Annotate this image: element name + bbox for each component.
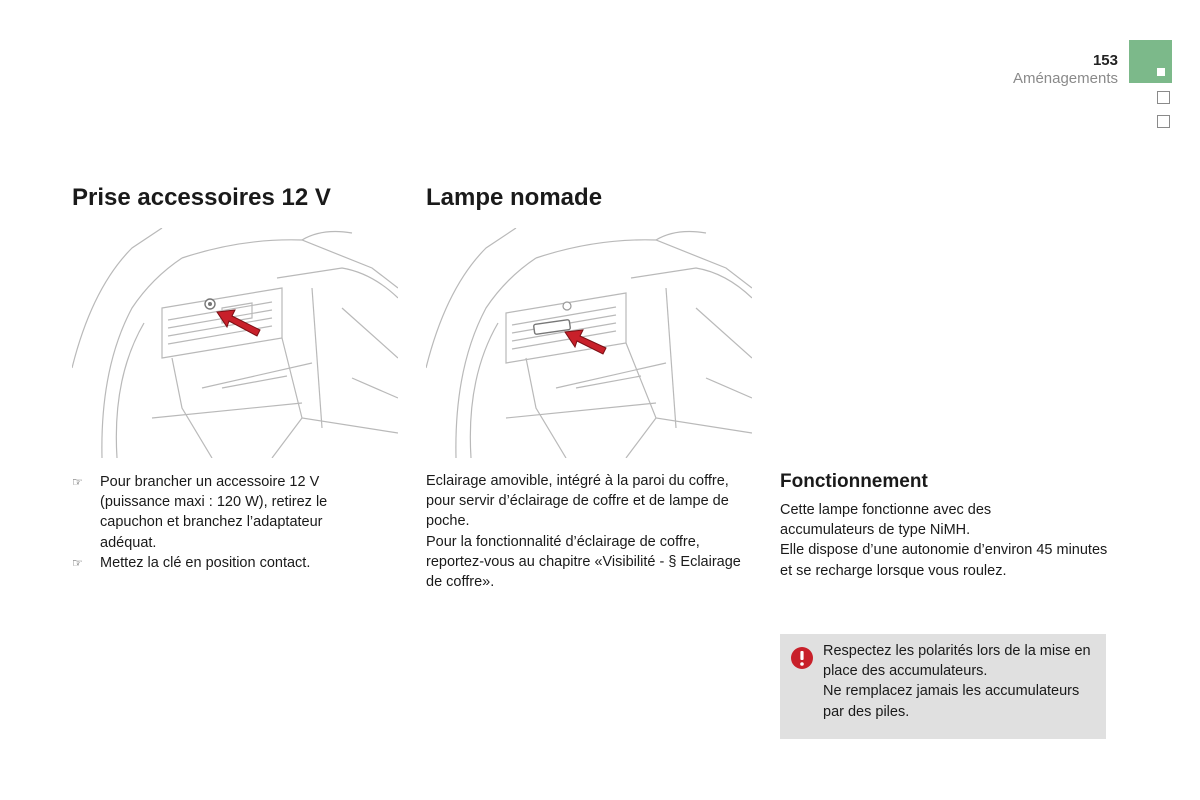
warning-box: [780, 634, 1106, 739]
hand-pointer-icon: ☞: [72, 475, 83, 489]
chapter-tab: [1157, 91, 1170, 104]
list-item: ☞ Pour brancher un accessoire 12 V (puissance maxi : 120 W), retirez le capuchon et branchez l’adaptateur adéquat.: [72, 474, 328, 551]
paragraph: Elle dispose d’une autonomie d’environ 45 minutes et se recharge lorsque vous roulez.: [780, 542, 1108, 579]
functioning-text: [780, 500, 1110, 581]
paragraph: Eclairage amovible, intégré à la paroi du coffre, pour servir d’éclairage de coffre et de lampe de poche.: [426, 473, 729, 530]
section-name: Aménagements: [1012, 70, 1118, 87]
warning-icon: [790, 646, 814, 670]
list-item: ☞ Mettez la clé en position contact.: [72, 553, 362, 573]
title-prise-accessoires: Prise accessoires 12 V: [72, 184, 331, 211]
chapter-tab: [1157, 115, 1170, 128]
subtitle-fonctionnement: Fonctionnement: [780, 471, 928, 492]
paragraph: Pour la fonctionnalité d’éclairage de coffre, reportez-vous au chapitre «Visibilité - § Eclairage de coffre».: [426, 533, 741, 591]
lamp-description: [426, 471, 756, 592]
chapter-tab-active: [1129, 40, 1172, 83]
hand-pointer-icon: ☞: [72, 555, 83, 570]
warning-text: Respectez les polarités lors de la mise en place des accumulateurs. Ne remplacez jamais les accumulateurs par des piles.: [823, 643, 1091, 720]
page-number: 153: [1092, 52, 1118, 69]
bullet-list: [72, 472, 362, 573]
illustration-portable-lamp: [426, 228, 752, 458]
illustration-12v-socket: [72, 228, 398, 458]
title-lampe-nomade: Lampe nomade: [426, 184, 603, 211]
paragraph: Cette lampe fonctionne avec des accumulateurs de type NiMH.: [780, 502, 992, 539]
